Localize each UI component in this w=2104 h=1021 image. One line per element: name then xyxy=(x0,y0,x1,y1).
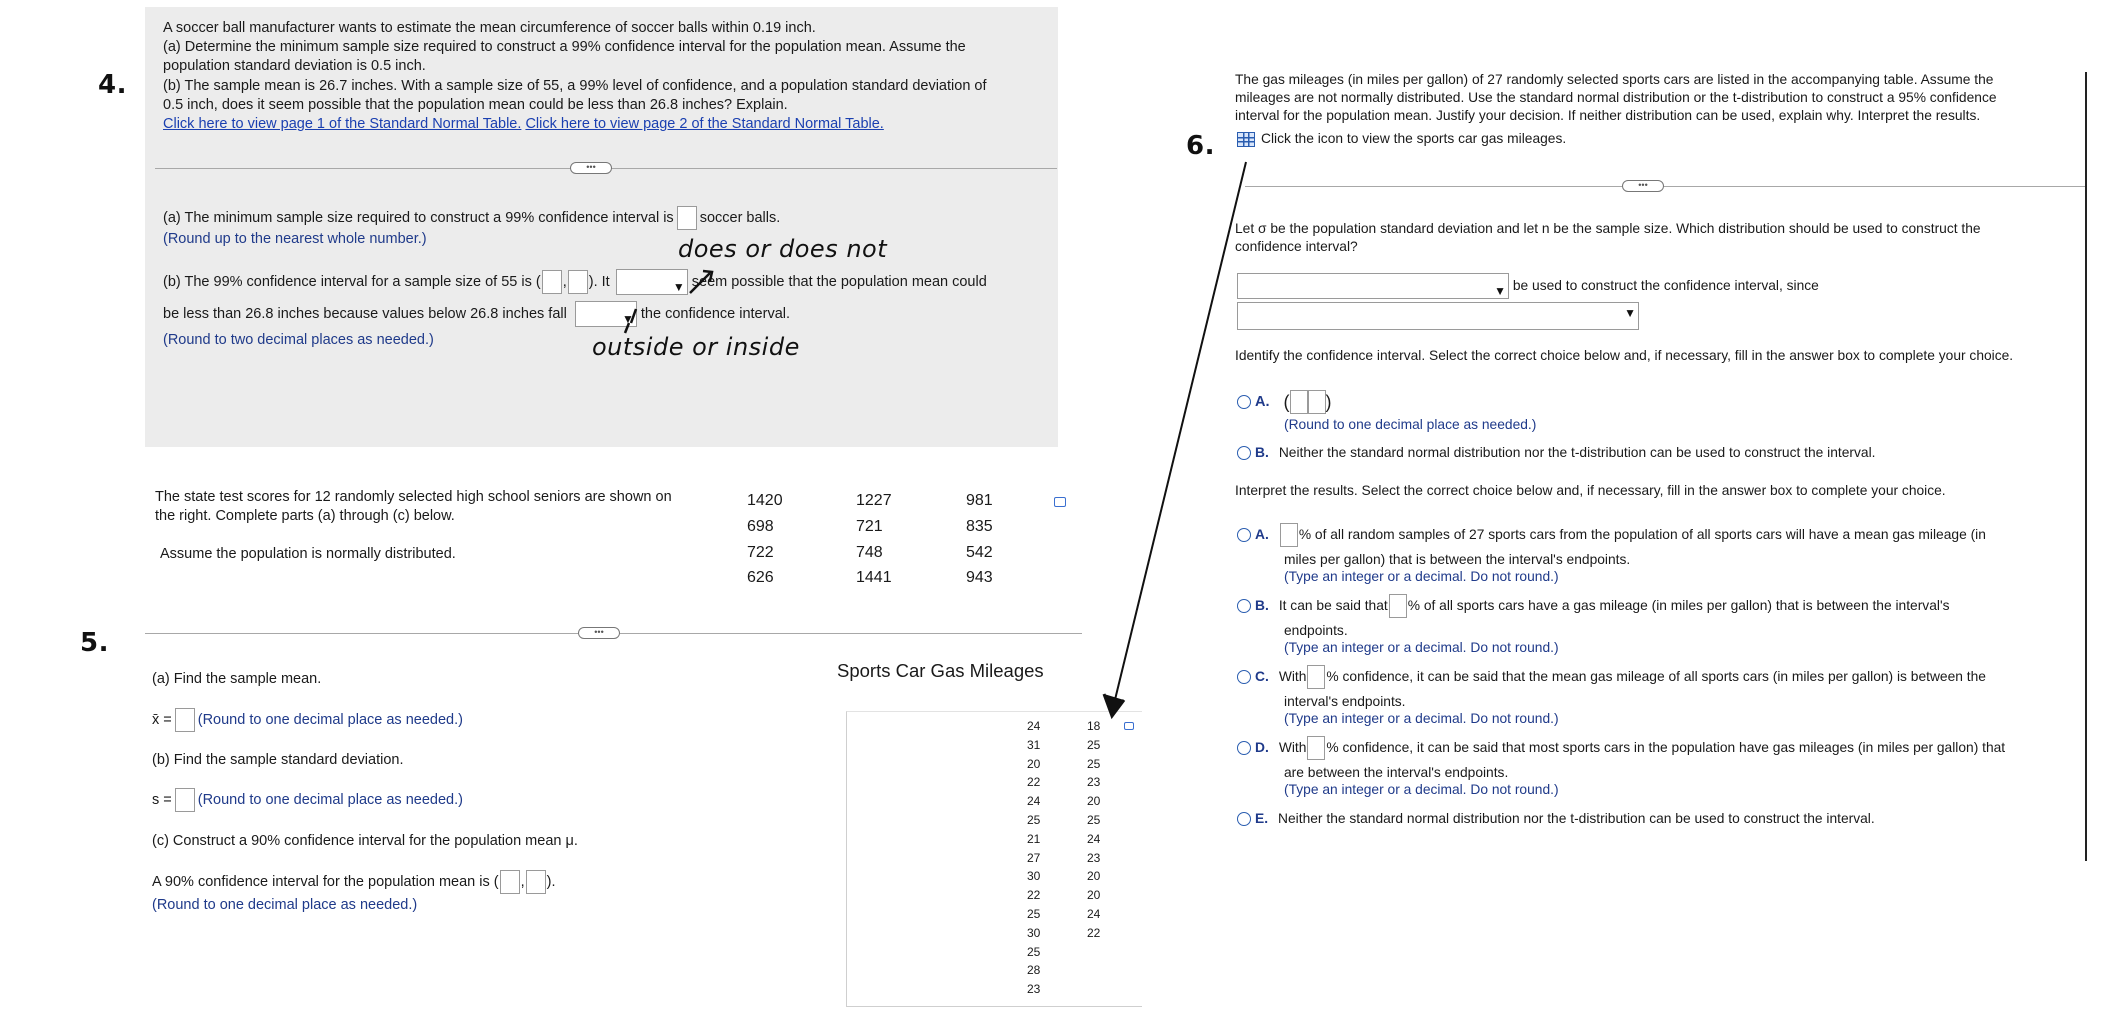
q6-interp-c-hint: (Type an integer or a decimal. Do not round.) xyxy=(1284,711,1559,726)
mileage-cell: 30 xyxy=(1027,869,1041,884)
q6-interp-d-line2: are between the interval's endpoints. xyxy=(1284,765,1509,780)
score-cell: 981 xyxy=(966,492,993,509)
mileage-cell: 22 xyxy=(1087,925,1101,940)
q6-dd-after: be used to construct the confidence interval, since xyxy=(1512,278,1819,293)
mileage-cell: 18 xyxy=(1087,719,1101,733)
q6-sigma-2: confidence interval? xyxy=(1235,239,1358,254)
q4-number: 4. xyxy=(98,70,127,100)
q6-icon-text: Click the icon to view the sports car gas mileages. xyxy=(1261,131,1567,146)
mileage-cell: 25 xyxy=(1087,756,1101,771)
q4-b-text-5: be less than 26.8 inches because values below 26.8 inches fall xyxy=(163,306,567,322)
q4-intro-3: population standard deviation is 0.5 inch. xyxy=(163,58,426,74)
ci-text-1: A 90% confidence interval for the population mean is ( xyxy=(152,874,499,890)
option-text: % confidence, it can be said that most sports cars in the population have gas mileages (in miles per gallon) that xyxy=(1326,740,2006,755)
q4-a-round: (Round up to the nearest whole number.) xyxy=(163,231,427,247)
q5-expand-handle[interactable]: ••• xyxy=(578,627,620,639)
q6-interp-d-hint: (Type an integer or a decimal. Do not round.) xyxy=(1284,782,1559,797)
q6-interp-b-hint: (Type an integer or a decimal. Do not round.) xyxy=(1284,640,1559,655)
chevron-down-icon: ▼ xyxy=(672,280,685,295)
option-letter: C. xyxy=(1255,669,1269,684)
mileage-cell: 20 xyxy=(1087,869,1101,884)
score-cell: 721 xyxy=(856,518,883,535)
option-text: Neither the standard normal distribution nor the t-distribution can be used to construct the interval. xyxy=(1278,811,1875,826)
q6-interp-a-hint: (Type an integer or a decimal. Do not round.) xyxy=(1284,569,1559,584)
mileage-cell: 22 xyxy=(1027,888,1041,903)
option-text: % of all random samples of 27 sports cars from the population of all sports cars will have a mean gas mileage (in xyxy=(1298,527,1986,542)
mileage-cell: 22 xyxy=(1027,775,1041,790)
paren-open: ( xyxy=(1283,392,1290,413)
score-cell: 1227 xyxy=(856,492,892,509)
option-text: % of all sports cars have a gas mileage (in miles per gallon) that is between the interval's xyxy=(1407,598,1950,613)
option-pre: It can be said that xyxy=(1278,598,1388,613)
mileage-cell: 24 xyxy=(1027,794,1041,809)
score-cell: 722 xyxy=(747,544,774,561)
option-letter: A. xyxy=(1255,394,1270,410)
q4-b-text-1: (b) The 99% confidence interval for a sample size of 55 is ( xyxy=(163,274,541,290)
q6-interp-b-line2: endpoints. xyxy=(1284,623,1348,638)
mileage-cell: 30 xyxy=(1027,925,1041,940)
mileage-cell: 31 xyxy=(1027,737,1041,752)
q6-expand-handle[interactable]: ••• xyxy=(1622,180,1664,192)
q4-intro-1: A soccer ball manufacturer wants to estimate the mean circumference of soccer balls within 0.19 inch. xyxy=(163,20,816,36)
chevron-down-icon: ▼ xyxy=(622,312,634,327)
q5-b-label: (b) Find the sample standard deviation. xyxy=(152,752,404,768)
q5-ci-round: (Round to one decimal place as needed.) xyxy=(152,897,418,913)
mileage-title: Sports Car Gas Mileages xyxy=(837,660,1044,681)
q4-intro-5: 0.5 inch, does it seem possible that the population mean could be less than 26.8 inches? Explain. xyxy=(163,97,788,113)
mileage-cell: 28 xyxy=(1027,963,1041,978)
option-letter: D. xyxy=(1255,740,1269,755)
chevron-down-icon: ▼ xyxy=(1624,306,1636,320)
mileage-cell: 21 xyxy=(1027,831,1041,846)
q5-number: 5. xyxy=(80,628,109,658)
q6-ci-a-round: (Round to one decimal place as needed.) xyxy=(1284,417,1537,432)
q4-intro-4: (b) The sample mean is 26.7 inches. With a sample size of 55, a 99% level of confidence, and a population standard deviation of xyxy=(163,78,987,94)
q6-interp-a-line2: miles per gallon) that is between the interval's endpoints. xyxy=(1284,552,1631,567)
q6-sigma-1: Let σ be the population standard deviation and let n be the sample size. Which distribution should be used to construct the xyxy=(1235,221,1981,236)
score-cell: 626 xyxy=(747,569,774,586)
q4-b-text-4: seem possible that the population mean could xyxy=(691,274,987,290)
q6-intro-2: mileages are not normally distributed. Use the standard normal distribution or the t-distribution to construct a 95% confidence xyxy=(1235,90,1997,105)
mileage-cell: 25 xyxy=(1087,813,1101,827)
mileage-cell: 23 xyxy=(1087,850,1101,865)
q6-interpret: Interpret the results. Select the correct choice below and, if necessary, fill in the answer box to complete your choice. xyxy=(1235,483,1946,498)
score-cell: 1441 xyxy=(856,569,892,586)
ci-text-3: ). xyxy=(546,874,556,890)
option-pre: With xyxy=(1278,740,1307,755)
q5-assume: Assume the population is normally distributed. xyxy=(160,546,456,562)
q4-a-text: (a) The minimum sample size required to construct a 99% confidence interval is xyxy=(163,210,674,226)
mileage-cell: 25 xyxy=(1027,944,1041,959)
q6-number: 6. xyxy=(1186,131,1215,161)
option-pre: With xyxy=(1278,669,1307,684)
score-cell: 943 xyxy=(966,569,993,586)
q4-handwriting-bottom: outside or inside xyxy=(592,333,800,361)
q4-b-round: (Round to two decimal places as needed.) xyxy=(163,332,434,348)
mileage-cell: 24 xyxy=(1087,907,1101,921)
mileage-cell: 20 xyxy=(1087,794,1101,809)
q4-a-text-after: soccer balls. xyxy=(699,210,781,226)
option-text: % confidence, it can be said that the mean gas mileage of all sports cars (in miles per gallon) is between the xyxy=(1326,669,1986,684)
q4-intro-2: (a) Determine the minimum sample size required to construct a 99% confidence interval for the population mean. Assume the xyxy=(163,39,966,55)
normal-table-link-2[interactable]: Click here to view page 2 of the Standard Normal Table. xyxy=(525,116,884,132)
option-letter: B. xyxy=(1255,445,1269,460)
xbar-label: x̄ = xyxy=(152,712,172,728)
mileage-cell: 24 xyxy=(1087,831,1101,846)
q6-intro-1: The gas mileages (in miles per gallon) of 27 randomly selected sports cars are listed in the accompanying table. Assume the xyxy=(1235,72,1994,87)
paren-close: ) xyxy=(1325,392,1332,413)
option-letter: E. xyxy=(1255,811,1269,826)
mileage-cell: 20 xyxy=(1087,888,1101,903)
normal-table-link-1[interactable]: Click here to view page 1 of the Standard Normal Table. xyxy=(163,116,522,132)
q4-b-text-6: the confidence interval. xyxy=(640,306,791,322)
mileage-cell: 25 xyxy=(1027,813,1041,827)
mileage-cell: 25 xyxy=(1087,737,1101,752)
option-letter: A. xyxy=(1255,527,1269,542)
score-cell: 698 xyxy=(747,518,774,535)
q5-c-label: (c) Construct a 90% confidence interval for the population mean μ. xyxy=(152,833,578,849)
mileage-cell: 23 xyxy=(1027,982,1041,997)
chevron-down-icon: ▼ xyxy=(1494,284,1506,299)
q6-intro-3: interval for the population mean. Justify your decision. If neither distribution can be used, explain why. Interpret the results. xyxy=(1235,108,1981,123)
option-letter: B. xyxy=(1255,598,1269,613)
q4-handwriting-top: does or does not xyxy=(678,235,888,263)
mileage-cell: 27 xyxy=(1027,850,1041,865)
q5-intro-2: the right. Complete parts (a) through (c) below. xyxy=(155,508,455,524)
ci-comma: , xyxy=(520,874,525,890)
score-cell: 1420 xyxy=(747,492,783,509)
q4-b-text-3: ). It xyxy=(588,274,610,290)
mileage-cell: 25 xyxy=(1027,907,1041,921)
q6-identify: Identify the confidence interval. Select the correct choice below and, if necessary, fill in the answer box to complete your choice. xyxy=(1235,348,2014,363)
score-cell: 835 xyxy=(966,518,993,535)
s-label: s = xyxy=(152,792,172,808)
q4-b-comma: , xyxy=(562,274,567,290)
mileage-cell: 23 xyxy=(1087,775,1101,790)
mileage-cell: 24 xyxy=(1027,719,1041,733)
q4-expand-handle[interactable]: ••• xyxy=(570,162,612,174)
q5-intro-1: The state test scores for 12 randomly selected high school seniors are shown on xyxy=(155,489,672,505)
xbar-round: (Round to one decimal place as needed.) xyxy=(197,712,463,728)
q5-a-label: (a) Find the sample mean. xyxy=(152,671,322,687)
s-round: (Round to one decimal place as needed.) xyxy=(197,792,463,808)
score-cell: 542 xyxy=(966,544,993,561)
mileage-cell: 20 xyxy=(1027,756,1041,771)
q6-interp-c-line2: interval's endpoints. xyxy=(1284,694,1406,709)
option-text: Neither the standard normal distribution nor the t-distribution can be used to construct the interval. xyxy=(1278,445,1876,460)
score-cell: 748 xyxy=(856,544,883,561)
